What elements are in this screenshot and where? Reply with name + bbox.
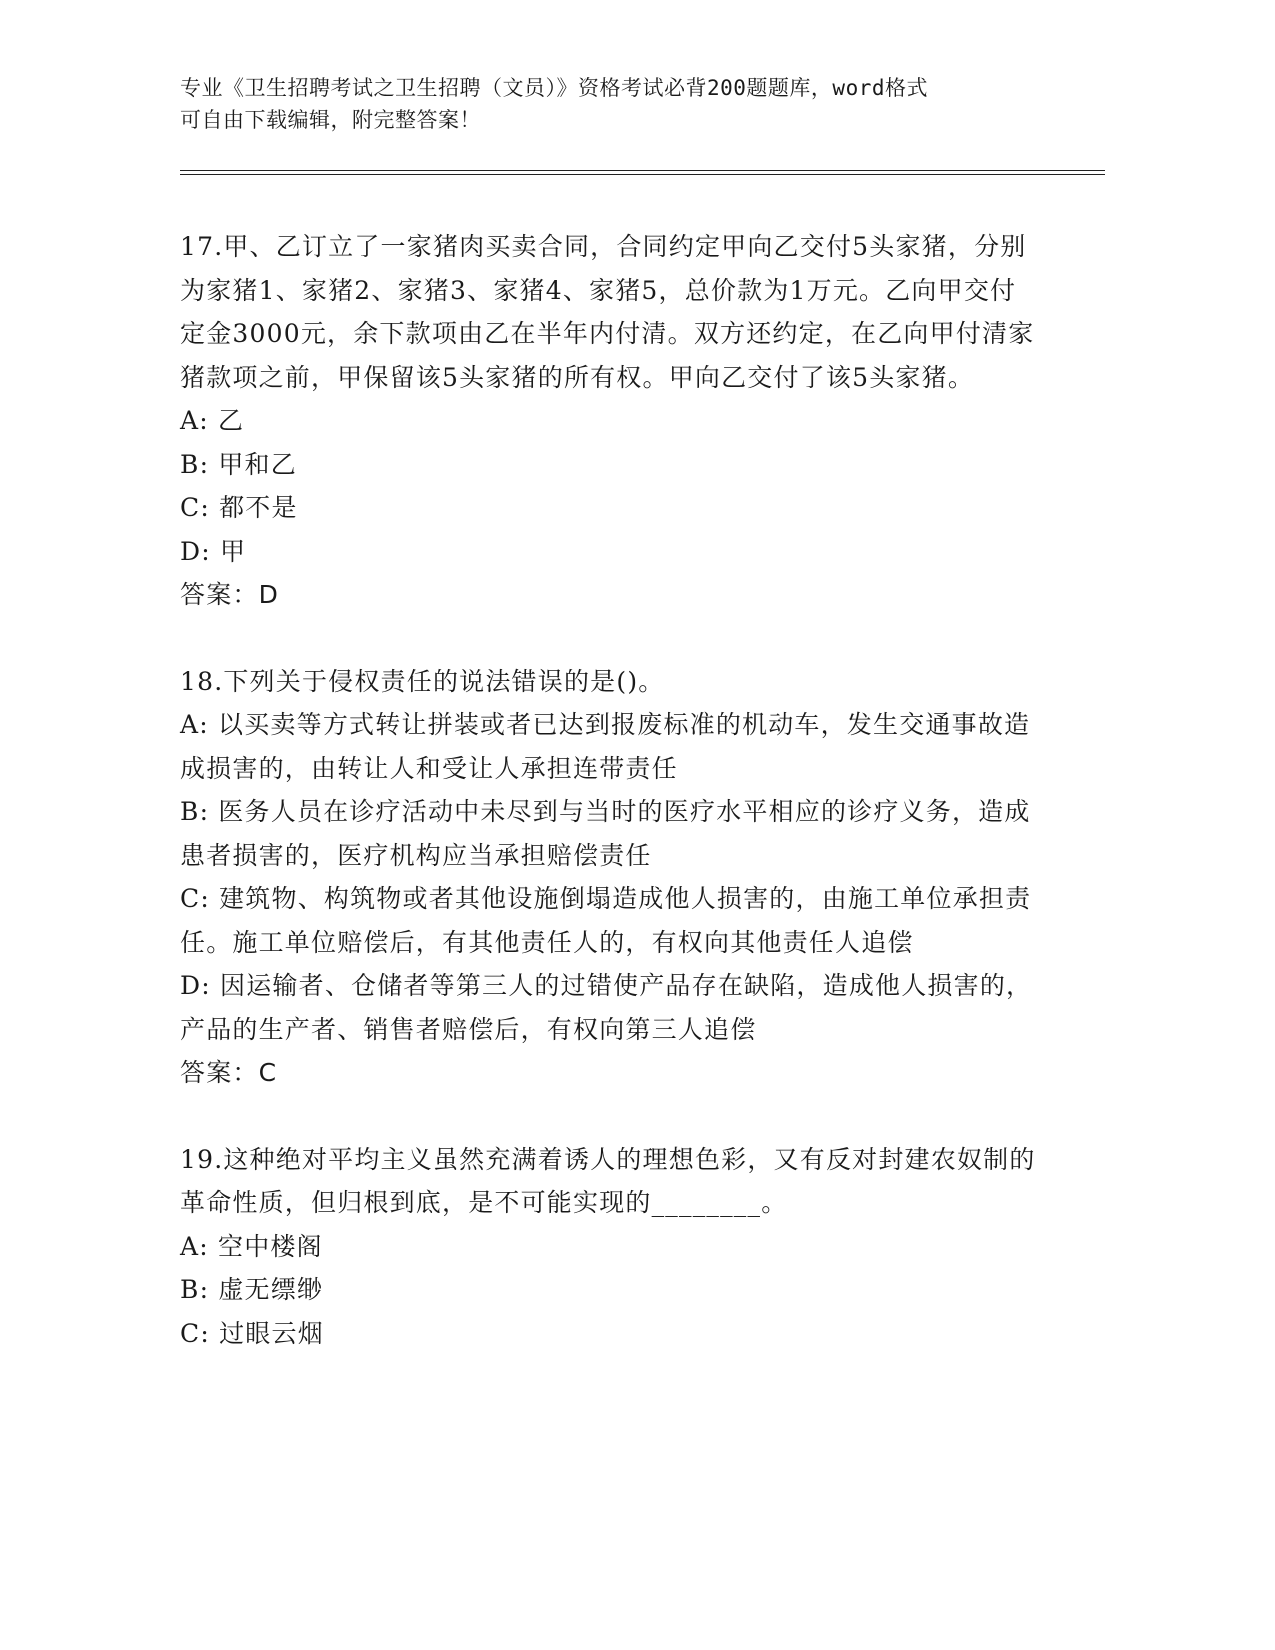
question-18 [180,660,1040,1095]
question-list [180,225,1040,1398]
answer: 答案：C [180,1058,278,1087]
option-a: A: 空中楼阁 [180,1231,323,1261]
header-line-1: 专业《卫生招聘考试之卫生招聘（文员）》资格考试必背200题题库，word格式 [180,76,928,100]
header-line-2: 可自由下载编辑，附完整答案！ [180,108,481,132]
option-c: C: 都不是 [180,493,298,522]
question-stem: 19.这种绝对平均主义虽然充满着诱人的理想色彩，又有反对封建农奴制的革命性质，但归根到底，是不可能实现的________。 [180,1144,1036,1217]
answer: 答案：D [180,580,280,609]
question-17 [180,225,1040,617]
option-c: C: 建筑物、构筑物或者其他设施倒塌造成他人损害的，由施工单位承担责任。施工单位赔偿后，有其他责任人的，有权向其他责任人追偿 [180,884,1032,957]
option-d: D: 因运输者、仓储者等第三人的过错使产品存在缺陷，造成他人损害的，产品的生产者、销售者赔偿后，有权向第三人追偿 [180,971,1033,1044]
option-b: B: 医务人员在诊疗活动中未尽到与当时的医疗水平相应的诊疗义务，造成患者损害的，医疗机构应当承担赔偿责任 [180,797,1031,870]
option-d: D: 甲 [180,536,247,566]
question-19 [180,1138,1040,1356]
option-a: A: 乙 [180,406,245,435]
option-b: B: 甲和乙 [180,449,297,479]
question-stem: 17.甲、乙订立了一家猪肉买卖合同，合同约定甲向乙交付5头家猪，分别为家猪1、家猪2、家猪3、家猪4、家猪5，总价款为1万元。乙向甲交付定金3000元，余下款项由乙在半年内付清。双方还约定，在乙向甲付清家猪款项之前，甲保留该5头家猪的所有权。甲向乙交付了该5头家猪。 [180,232,1035,392]
option-a: A: 以买卖等方式转让拼装或者已达到报废标准的机动车，发生交通事故造成损害的，由转让人和受让人承担连带责任 [180,710,1031,783]
question-stem: 18.下列关于侵权责任的说法错误的是()。 [180,666,665,696]
option-b: B: 虚无缥缈 [180,1275,324,1304]
document-header [180,72,1105,136]
header-divider [180,170,1105,175]
option-c: C: 过眼云烟 [180,1318,324,1348]
